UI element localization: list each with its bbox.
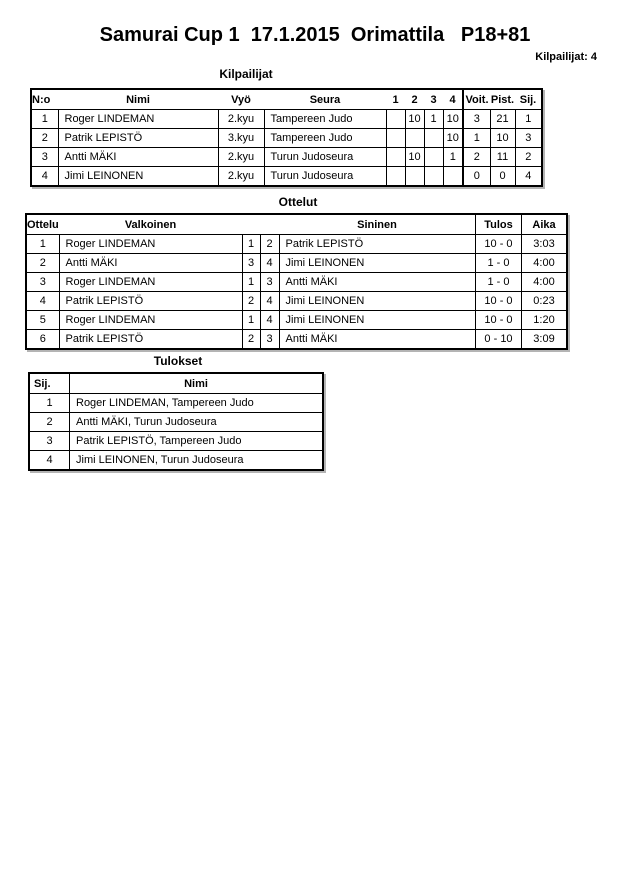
- cell: 3: [26, 273, 59, 292]
- cell: 1: [31, 110, 58, 129]
- cell: 4: [260, 311, 279, 330]
- column-header: Ottelu: [26, 214, 59, 235]
- cell: Antti MÄKI: [59, 254, 242, 273]
- cell: [424, 129, 443, 148]
- cell: Jimi LEINONEN: [58, 167, 218, 187]
- cell: 1 - 0: [476, 254, 522, 273]
- cell: [386, 167, 405, 187]
- cell: Patrik LEPISTÖ: [59, 330, 242, 350]
- cell: 4: [29, 451, 70, 471]
- table-row: [31, 129, 542, 148]
- cell: 3: [515, 129, 542, 148]
- cell: 1: [443, 148, 463, 167]
- cell: 11: [490, 148, 515, 167]
- cell: 10: [443, 110, 463, 129]
- table-row: [26, 273, 567, 292]
- cell: 5: [26, 311, 59, 330]
- cell: [405, 129, 424, 148]
- cell: 2.kyu: [218, 110, 264, 129]
- column-header: Nimi: [58, 89, 218, 110]
- cell: Roger LINDEMAN: [58, 110, 218, 129]
- page-title: Samurai Cup 1 17.1.2015 Orimattila P18+81: [99, 24, 531, 46]
- cell: Tampereen Judo: [264, 110, 386, 129]
- cell: 21: [490, 110, 515, 129]
- cell: 1: [242, 235, 260, 254]
- cell: 1: [29, 394, 70, 413]
- cell: Jimi LEINONEN: [279, 292, 476, 311]
- cell: 4: [31, 167, 58, 187]
- cell: 3: [29, 432, 70, 451]
- cell: 2: [463, 148, 490, 167]
- cell: 4:00: [522, 273, 568, 292]
- cell: 10: [405, 110, 424, 129]
- cell: 4:00: [522, 254, 568, 273]
- table-row: [31, 148, 542, 167]
- column-header: [242, 214, 260, 235]
- cell: Jimi LEINONEN: [279, 254, 476, 273]
- matches-table: [25, 213, 568, 350]
- cell: [386, 110, 405, 129]
- table-row: [26, 254, 567, 273]
- cell: 6: [26, 330, 59, 350]
- column-header: Vyö: [218, 89, 264, 110]
- cell: Patrik LEPISTÖ: [59, 292, 242, 311]
- cell: Patrik LEPISTÖ, Tampereen Judo: [70, 432, 324, 451]
- cell: 1: [515, 110, 542, 129]
- header-row: [29, 373, 323, 394]
- column-header: Aika: [522, 214, 568, 235]
- header-row: [26, 214, 567, 235]
- cell: [405, 167, 424, 187]
- matches-section-heading: Ottelut: [278, 195, 318, 209]
- cell: Tampereen Judo: [264, 129, 386, 148]
- cell: 2: [260, 235, 279, 254]
- column-header: Seura: [264, 89, 386, 110]
- cell: Patrik LEPISTÖ: [58, 129, 218, 148]
- table-row: [29, 432, 323, 451]
- cell: 1: [26, 235, 59, 254]
- cell: Patrik LEPISTÖ: [279, 235, 476, 254]
- cell: Roger LINDEMAN: [59, 235, 242, 254]
- cell: 2.kyu: [218, 167, 264, 187]
- cell: 1: [463, 129, 490, 148]
- cell: 2.kyu: [218, 148, 264, 167]
- cell: 3:03: [522, 235, 568, 254]
- cell: 4: [515, 167, 542, 187]
- cell: 3: [463, 110, 490, 129]
- cell: 2: [31, 129, 58, 148]
- cell: Jimi LEINONEN: [279, 311, 476, 330]
- cell: [386, 148, 405, 167]
- cell: 10 - 0: [476, 235, 522, 254]
- cell: 0: [490, 167, 515, 187]
- cell: 3:09: [522, 330, 568, 350]
- column-header: 4: [443, 89, 463, 110]
- column-header: 1: [386, 89, 405, 110]
- competitors-table: [30, 88, 543, 187]
- cell: 10 - 0: [476, 311, 522, 330]
- column-header: Tulos: [476, 214, 522, 235]
- cell: Roger LINDEMAN: [59, 273, 242, 292]
- cell: 10: [405, 148, 424, 167]
- cell: 0: [463, 167, 490, 187]
- cell: 4: [26, 292, 59, 311]
- column-header: Voit.: [463, 89, 490, 110]
- table-row: [31, 110, 542, 129]
- cell: 1: [242, 311, 260, 330]
- cell: 2: [242, 330, 260, 350]
- cell: Antti MÄKI: [279, 273, 476, 292]
- cell: 2: [29, 413, 70, 432]
- cell: Antti MÄKI: [279, 330, 476, 350]
- cell: Turun Judoseura: [264, 148, 386, 167]
- cell: Antti MÄKI: [58, 148, 218, 167]
- table-row: [26, 235, 567, 254]
- cell: [386, 129, 405, 148]
- cell: [424, 167, 443, 187]
- column-header: [260, 214, 279, 235]
- results-section-heading: Tulokset: [153, 354, 203, 368]
- cell: Roger LINDEMAN: [59, 311, 242, 330]
- cell: 10: [490, 129, 515, 148]
- cell: 2: [242, 292, 260, 311]
- cell: [424, 148, 443, 167]
- cell: 1: [424, 110, 443, 129]
- column-header: 3: [424, 89, 443, 110]
- table-row: [26, 330, 567, 350]
- competitor-count-label: Kilpailijat: 4: [535, 51, 597, 63]
- cell: Jimi LEINONEN, Turun Judoseura: [70, 451, 324, 471]
- cell: 0:23: [522, 292, 568, 311]
- column-header: Nimi: [70, 373, 324, 394]
- table-row: [29, 413, 323, 432]
- cell: 10: [443, 129, 463, 148]
- column-header: Pist.: [490, 89, 515, 110]
- cell: 1: [242, 273, 260, 292]
- column-header: Sij.: [515, 89, 542, 110]
- cell: 0 - 10: [476, 330, 522, 350]
- cell: 3: [31, 148, 58, 167]
- cell: 3: [260, 273, 279, 292]
- cell: 4: [260, 254, 279, 273]
- cell: 2: [515, 148, 542, 167]
- cell: 3.kyu: [218, 129, 264, 148]
- table-row: [26, 311, 567, 330]
- table-row: [29, 451, 323, 471]
- cell: 1 - 0: [476, 273, 522, 292]
- cell: 10 - 0: [476, 292, 522, 311]
- cell: Antti MÄKI, Turun Judoseura: [70, 413, 324, 432]
- cell: [443, 167, 463, 187]
- table-row: [26, 292, 567, 311]
- table-row: [29, 394, 323, 413]
- competitors-section-heading: Kilpailijat: [219, 67, 273, 81]
- column-header: Sij.: [29, 373, 70, 394]
- results-table: [28, 372, 324, 471]
- column-header: 2: [405, 89, 424, 110]
- column-header: Sininen: [279, 214, 476, 235]
- table-row: [31, 167, 542, 187]
- cell: 3: [260, 330, 279, 350]
- cell: 4: [260, 292, 279, 311]
- cell: Roger LINDEMAN, Tampereen Judo: [70, 394, 324, 413]
- cell: 1:20: [522, 311, 568, 330]
- column-header: N:o: [31, 89, 58, 110]
- cell: 2: [26, 254, 59, 273]
- cell: Turun Judoseura: [264, 167, 386, 187]
- column-header: Valkoinen: [59, 214, 242, 235]
- cell: 3: [242, 254, 260, 273]
- header-row: [31, 89, 542, 110]
